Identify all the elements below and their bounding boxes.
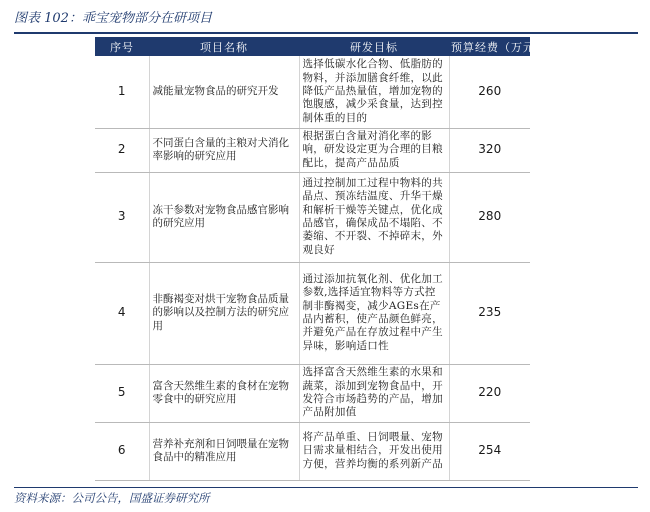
table-row <box>95 262 530 364</box>
source-note: 资料来源：公司公告，国盛证券研究所 <box>14 491 210 505</box>
table-row <box>95 56 530 128</box>
row-budget: 280 <box>449 172 530 262</box>
row-name: 不同蛋白含量的主粮对犬消化率影响的研究应用 <box>149 128 299 172</box>
row-budget: 254 <box>449 422 530 480</box>
row-no: 2 <box>95 128 149 172</box>
projects-table <box>95 37 547 481</box>
row-name: 富含天然维生素的食材在宠物零食中的研究应用 <box>149 364 299 422</box>
row-budget: 220 <box>449 364 530 422</box>
row-goal: 选择低碳水化合物、低脂肪的物料，并添加膳食纤维，以此降低产品热量值，增加宠物的饱腹感，减少采食量，达到控制体重的目的 <box>299 56 449 128</box>
table-row <box>95 364 530 422</box>
row-name: 非酶褐变对烘干宠物食品质量的影响以及控制方法的研究应用 <box>149 262 299 364</box>
row-goal: 根据蛋白含量对消化率的影响，研发设定更为合理的目粮配比，提高产品品质 <box>299 128 449 172</box>
header-no: 序号 <box>95 37 149 56</box>
row-budget: 260 <box>449 56 530 128</box>
caption-divider <box>14 32 638 34</box>
row-no: 4 <box>95 262 149 364</box>
row-no: 1 <box>95 56 149 128</box>
table-row <box>95 422 530 480</box>
row-no: 3 <box>95 172 149 262</box>
figure-caption: 图表 102：乖宝宠物部分在研项目 <box>14 11 212 26</box>
row-budget: 320 <box>449 128 530 172</box>
row-no: 6 <box>95 422 149 480</box>
row-no: 5 <box>95 364 149 422</box>
header-goal: 研发目标 <box>299 37 449 56</box>
row-goal: 将产品单重、日饲喂量、宠物日需求量相结合，开发出使用方便，营养均衡的系列新产品 <box>299 422 449 480</box>
header-name: 项目名称 <box>149 37 299 56</box>
source-divider <box>14 487 638 488</box>
table-row <box>95 172 530 262</box>
row-name: 冻干参数对宠物食品感官影响的研究应用 <box>149 172 299 262</box>
row-name: 减能量宠物食品的研究开发 <box>149 56 299 128</box>
row-goal: 通过添加抗氧化剂、优化加工参数,选择适宜物料等方式控制非酶褐变，减少AGEs在产品内蓄积，使产品颜色鲜亮，并避免产品在存放过程中产生异味，影响适口性 <box>299 262 449 364</box>
row-name: 营养补充剂和日饲喂量在宠物食品中的精准应用 <box>149 422 299 480</box>
row-goal: 选择富含天然维生素的水果和蔬菜，添加到宠物食品中，开发符合市场趋势的产品，增加产品附加值 <box>299 364 449 422</box>
row-budget: 235 <box>449 262 530 364</box>
row-goal: 通过控制加工过程中物料的共晶点、预冻结温度、升华干燥和解析干燥等关键点，优化成品感官，确保成品不塌陷、不萎缩、不开裂、不掉碎末，外观良好 <box>299 172 449 262</box>
header-budget: 预算经费（万元） <box>449 37 530 56</box>
table-header-row <box>95 37 530 56</box>
table-row <box>95 128 530 172</box>
